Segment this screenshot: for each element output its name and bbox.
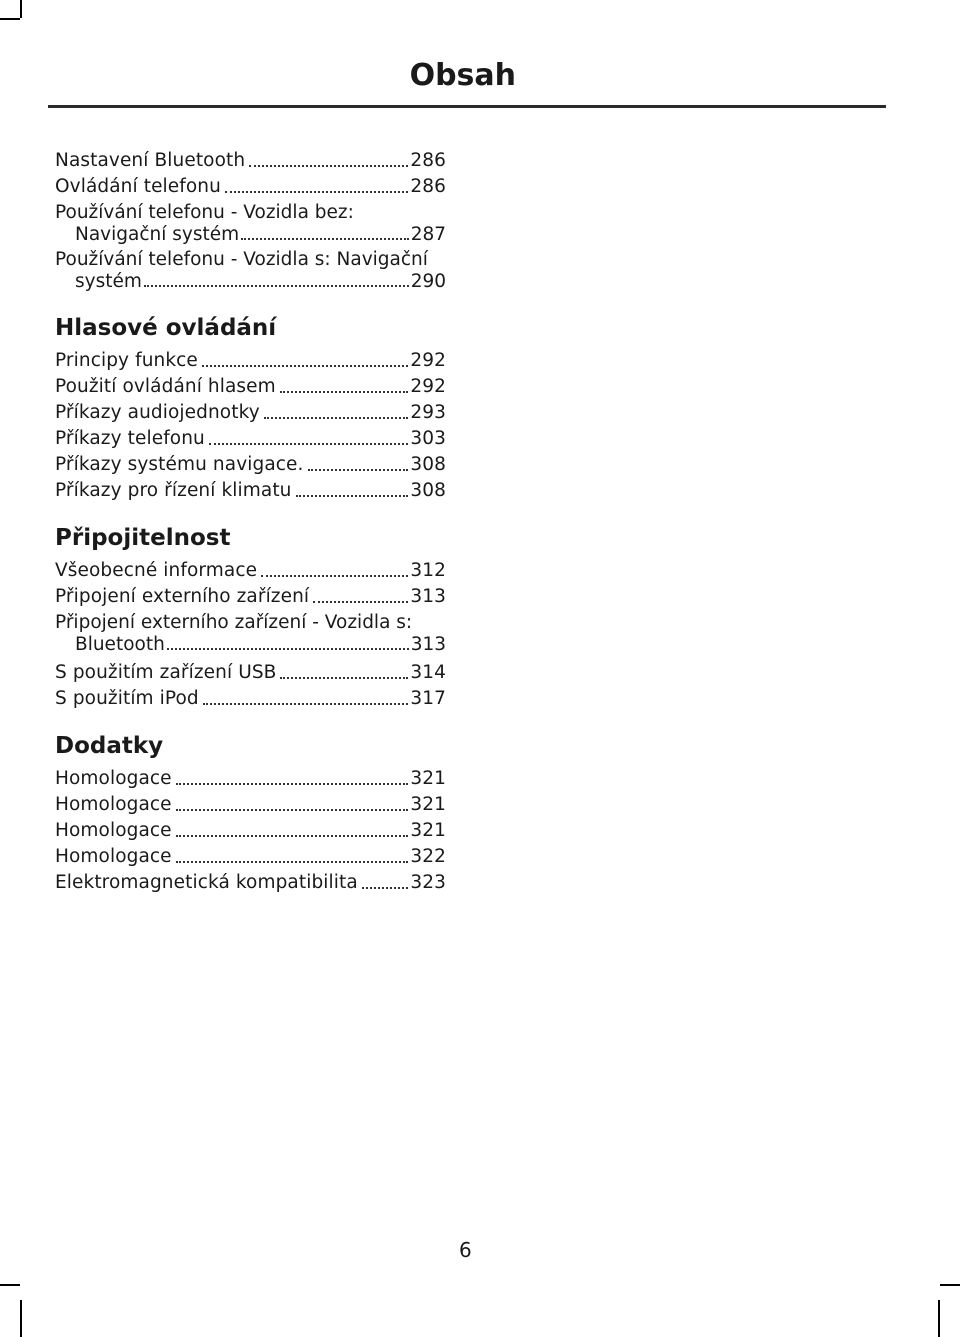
dot-leader bbox=[296, 495, 409, 497]
toc-entry[interactable] bbox=[55, 766, 446, 792]
crop-mark-bottom-left bbox=[20, 1300, 22, 1337]
toc-entry[interactable] bbox=[55, 400, 446, 426]
dot-leader bbox=[308, 469, 409, 471]
toc-entry-label: S použitím iPod bbox=[55, 688, 199, 709]
toc-entry[interactable] bbox=[55, 870, 446, 896]
dot-leader bbox=[261, 575, 408, 577]
dot-leader bbox=[176, 783, 409, 785]
table-of-contents bbox=[55, 148, 446, 916]
toc-entry[interactable] bbox=[55, 818, 446, 844]
toc-entry-label: Příkazy telefonu bbox=[55, 428, 205, 449]
toc-entry-page: 303 bbox=[410, 428, 446, 449]
toc-entry-page: 313 bbox=[410, 634, 446, 655]
crop-mark-top-left-h bbox=[0, 18, 20, 20]
toc-entry-page: 308 bbox=[410, 454, 446, 475]
dot-leader bbox=[176, 835, 409, 837]
toc-entry[interactable] bbox=[55, 374, 446, 400]
dot-leader bbox=[167, 648, 409, 650]
toc-entry-page: 322 bbox=[410, 846, 446, 867]
toc-entry[interactable] bbox=[55, 613, 446, 657]
toc-entry-label: Homologace bbox=[55, 846, 172, 867]
dot-leader bbox=[264, 417, 409, 419]
dot-leader bbox=[362, 887, 409, 889]
toc-entry-label: Všeobecné informace bbox=[55, 560, 258, 581]
toc-entry[interactable] bbox=[55, 203, 446, 247]
toc-entry[interactable] bbox=[55, 660, 446, 686]
crop-mark-bottom-left-h bbox=[0, 1284, 20, 1286]
toc-entry-page: 321 bbox=[410, 768, 446, 789]
toc-entry-label: Elektromagnetická kompatibilita bbox=[55, 872, 358, 893]
toc-entry-label: Principy funkce bbox=[55, 350, 198, 371]
toc-entry-label: Nastavení Bluetooth bbox=[55, 150, 246, 171]
toc-entry-page: 292 bbox=[410, 376, 446, 397]
crop-mark-top-left bbox=[20, 0, 22, 18]
dot-leader bbox=[202, 365, 408, 367]
toc-entry[interactable] bbox=[55, 478, 446, 504]
toc-entry-label: Příkazy audiojednotky bbox=[55, 402, 260, 423]
dot-leader bbox=[203, 703, 409, 705]
toc-section-bluetooth bbox=[55, 148, 446, 294]
toc-section-voice-control bbox=[55, 314, 446, 504]
toc-entry[interactable] bbox=[55, 792, 446, 818]
dot-leader bbox=[241, 238, 409, 240]
dot-leader bbox=[209, 443, 408, 445]
toc-entry[interactable] bbox=[55, 584, 446, 610]
header-divider bbox=[48, 105, 886, 108]
toc-entry[interactable] bbox=[55, 174, 446, 200]
toc-entry-page: 308 bbox=[410, 480, 446, 501]
toc-entry-label: Homologace bbox=[55, 794, 172, 815]
toc-entry-page: 317 bbox=[410, 688, 446, 709]
toc-entry[interactable] bbox=[55, 558, 446, 584]
crop-mark-bottom-right bbox=[938, 1300, 940, 1337]
toc-entry-page: 321 bbox=[410, 794, 446, 815]
page-number: 6 bbox=[459, 1238, 472, 1262]
dot-leader bbox=[313, 601, 408, 603]
toc-entry-label: Ovládání telefonu bbox=[55, 176, 221, 197]
section-heading: Dodatky bbox=[55, 733, 164, 759]
toc-entry-page: 323 bbox=[410, 872, 446, 893]
dot-leader bbox=[280, 677, 408, 679]
toc-section-appendices bbox=[55, 732, 446, 896]
toc-entry[interactable] bbox=[55, 348, 446, 374]
toc-entry-label: Homologace bbox=[55, 820, 172, 841]
toc-entry[interactable] bbox=[55, 844, 446, 870]
toc-entry[interactable] bbox=[55, 452, 446, 478]
toc-entry-page: 293 bbox=[410, 402, 446, 423]
dot-leader bbox=[280, 391, 409, 393]
dot-leader bbox=[225, 191, 408, 193]
toc-entry[interactable] bbox=[55, 426, 446, 452]
section-heading: Hlasové ovládání bbox=[55, 315, 277, 341]
toc-entry-page: 314 bbox=[410, 662, 446, 683]
dot-leader bbox=[176, 861, 409, 863]
toc-entry[interactable] bbox=[55, 148, 446, 174]
page-title: Obsah bbox=[409, 58, 516, 93]
section-heading: Připojitelnost bbox=[55, 525, 231, 551]
toc-entry-page: 312 bbox=[410, 560, 446, 581]
dot-leader bbox=[144, 285, 409, 287]
dot-leader bbox=[249, 165, 408, 167]
toc-entry-label: Připojení externího zařízení bbox=[55, 586, 310, 607]
toc-entry-label: S použitím zařízení USB bbox=[55, 662, 277, 683]
toc-entry-label: Používání telefonu - Vozidla s: Navigační bbox=[55, 249, 428, 270]
toc-entry[interactable] bbox=[55, 250, 446, 294]
toc-entry-page: 290 bbox=[410, 271, 446, 292]
toc-entry-label-cont: systém bbox=[75, 271, 142, 292]
toc-entry-label: Homologace bbox=[55, 768, 172, 789]
crop-mark-bottom-right-h bbox=[940, 1284, 960, 1286]
toc-entry-page: 313 bbox=[410, 586, 446, 607]
toc-entry-page: 321 bbox=[410, 820, 446, 841]
toc-entry-label: Připojení externího zařízení - Vozidla s: bbox=[55, 612, 413, 633]
toc-entry-label-cont: Bluetooth bbox=[75, 634, 165, 655]
toc-entry-label: Příkazy systému navigace. bbox=[55, 454, 304, 475]
toc-entry-page: 287 bbox=[410, 224, 446, 245]
toc-entry-label-cont: Navigační systém bbox=[75, 224, 240, 245]
page-header bbox=[48, 58, 886, 93]
toc-entry-page: 292 bbox=[410, 350, 446, 371]
toc-entry-page: 286 bbox=[410, 150, 446, 171]
toc-entry[interactable] bbox=[55, 686, 446, 712]
toc-entry-label: Příkazy pro řízení klimatu bbox=[55, 480, 292, 501]
dot-leader bbox=[176, 809, 409, 811]
toc-entry-label: Použití ovládání hlasem bbox=[55, 376, 276, 397]
toc-entry-page: 286 bbox=[410, 176, 446, 197]
toc-entry-label: Používání telefonu - Vozidla bez: bbox=[55, 202, 354, 223]
toc-section-connectivity bbox=[55, 524, 446, 712]
